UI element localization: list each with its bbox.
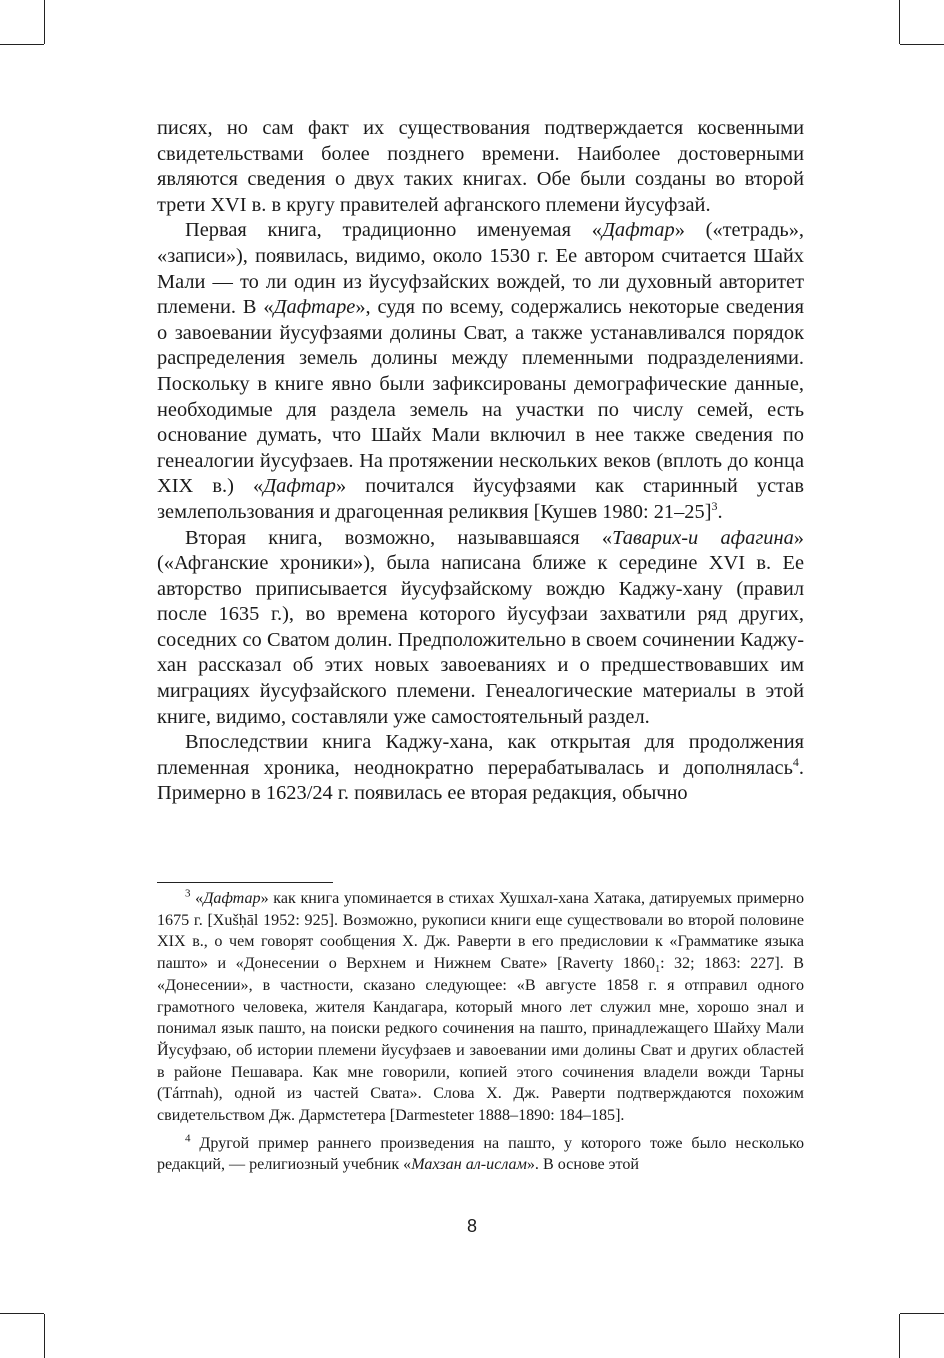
page-number: 8	[466, 1216, 477, 1236]
footnote-3-italic: Дафтар	[203, 890, 261, 907]
paragraph-1-text: писях, но сам факт их существования подтверждается косвенными свидетельствами более позднего времени. Наиболее достоверными являются сведения о двух таких книгах. Обе были созданы во второй трети XVI в. в кругу правителей афганского племени йусуфзай.	[157, 117, 804, 216]
crop-mark-bottom-right-v	[899, 1314, 900, 1358]
paragraph-3-text-a: Вторая книга, возможно, называвшаяся «	[185, 526, 613, 549]
footnote-3	[157, 888, 804, 1127]
crop-mark-bottom-right-h	[900, 1313, 944, 1314]
main-text	[157, 116, 804, 807]
crop-mark-top-left-h	[0, 44, 44, 45]
paragraph-3	[157, 526, 804, 731]
footnote-3-mark: 3	[185, 887, 191, 900]
crop-mark-top-left-v	[44, 0, 45, 44]
paragraph-2	[157, 218, 804, 525]
paragraph-2-italic-3: Дафтар	[263, 475, 336, 498]
footnote-4-text-a: Другой пример раннего произведения на пашто, у которого тоже было несколько редакций, — религиозный учебник «	[157, 1134, 804, 1174]
paragraph-3-text-b: » («Афганские хроники»), была написана ближе к середине XVI в. Ее авторство приписывается йусуфзайскому вождю Каджу-хану (правил после 1635 г.), во времена которого йусуфзаи захватили ряд других, соседних со Сватом долин. Предположительно в своем сочинении Каджу-хан рассказал об этих новых завоеваниях и о предшествовавших им миграциях йусуфзайского племени. Генеалогические материалы в этой книге, видимо, составляли уже самостоятельный раздел.	[157, 526, 804, 728]
footnote-separator	[157, 882, 333, 883]
footnote-ref-3[interactable]: 3	[711, 499, 718, 514]
crop-mark-bottom-left-v	[44, 1314, 45, 1358]
paragraph-2-text-a: Первая книга, традиционно именуемая «	[185, 219, 602, 242]
paragraph-1	[157, 116, 804, 218]
footnote-3-text-c: : 32; 1863: 227]. В «Донесении», в частности, сказано следующее: «В августе 1858 г. я отправил одного грамотного человека, жителя Кандагара, который много лет служил мне, хорошо знал и понимал язык пашто, на поиски редкого сочинения на пашто, принадлежащего Шайху Мали Йусуфзаю, об истории племени йусуфзаев и завоевании ими долины Сват и других областей в районе Пешавара. Как мне говорили, копией этого сочинения владели вожди Тарны (Tárrnah), одной из частей Свата». Слова Х. Дж. Раверти подтверждаются похожим свидетельством Дж. Дармстетера [Darmesteter 1888–1890: 184–185].	[157, 955, 804, 1125]
crop-mark-top-right-v	[899, 0, 900, 44]
paragraph-4	[157, 730, 804, 807]
crop-mark-top-right-h	[900, 44, 944, 45]
footnote-ref-4[interactable]: 4	[792, 755, 799, 770]
footnote-3-subscript: 1	[655, 964, 661, 976]
paragraph-2-text-b: » («тетрадь», «записи»), появилась, видимо, около 1530 г. Ее автором считается Шайх Мали — то ли один из йусуфзайских вождей, то ли духовный авторитет племени. В «	[157, 219, 804, 319]
footnote-4-mark: 4	[185, 1132, 191, 1145]
footnote-3-text-a: «	[190, 890, 204, 907]
paragraph-2-italic-1: Дафтар	[601, 219, 675, 242]
paragraph-2-text-e: .	[717, 500, 723, 523]
paragraph-4-text-a: Впоследствии книга Каджу-хана, как открытая для продолжения племенная хроника, неоднократно перерабатывалась и дополнялась	[157, 731, 804, 779]
paragraph-2-text-c: », судя по всему, содержались некоторые сведения о завоевании йусуфзаями долины Сват, а также устанавливался порядок распределения земель долины между племенными подразделениями. Поскольку в книге явно были зафиксированы демографические данные, необходимые для раздела земель на участки по числу семей, есть основание думать, что Шайх Мали включил в нее также сведения по генеалогии йусуфзаев. На протяжении нескольких веков (вплоть до конца XIX в.) «	[157, 296, 804, 498]
paragraph-2-text-d: » почитался йусуфзаями как старинный устав землепользования и драгоценная реликвия [Кушев 1980: 21–25]	[157, 475, 804, 523]
footnote-4	[157, 1133, 804, 1176]
footnote-3-text-b: » как книга упоминается в стихах Хушхал-хана Хатака, датируемых примерно 1675 г. [Xušḥāl 1952: 925]. Возможно, рукописи книги еще существовали во второй половине XIX в., о чем говорят сообщения Х. Дж. Раверти в его предисловии к «Грамматике языка пашто» и «Донесении о Верхнем и Нижнем Свате» [Raverty 1860	[157, 890, 804, 973]
footnote-4-text-b: ». В основе этой	[526, 1156, 640, 1174]
paragraph-3-italic-1: Таварих-и афагина	[612, 526, 794, 549]
paragraph-4-text-b: . Примерно в 1623/24 г. появилась ее вторая редакция, обычно	[157, 756, 804, 805]
footnotes	[157, 888, 804, 1176]
crop-mark-bottom-left-h	[0, 1313, 44, 1314]
footnote-4-italic: Махзан ал-ислам	[411, 1156, 527, 1174]
paragraph-2-italic-2: Дафтаре	[273, 296, 356, 319]
